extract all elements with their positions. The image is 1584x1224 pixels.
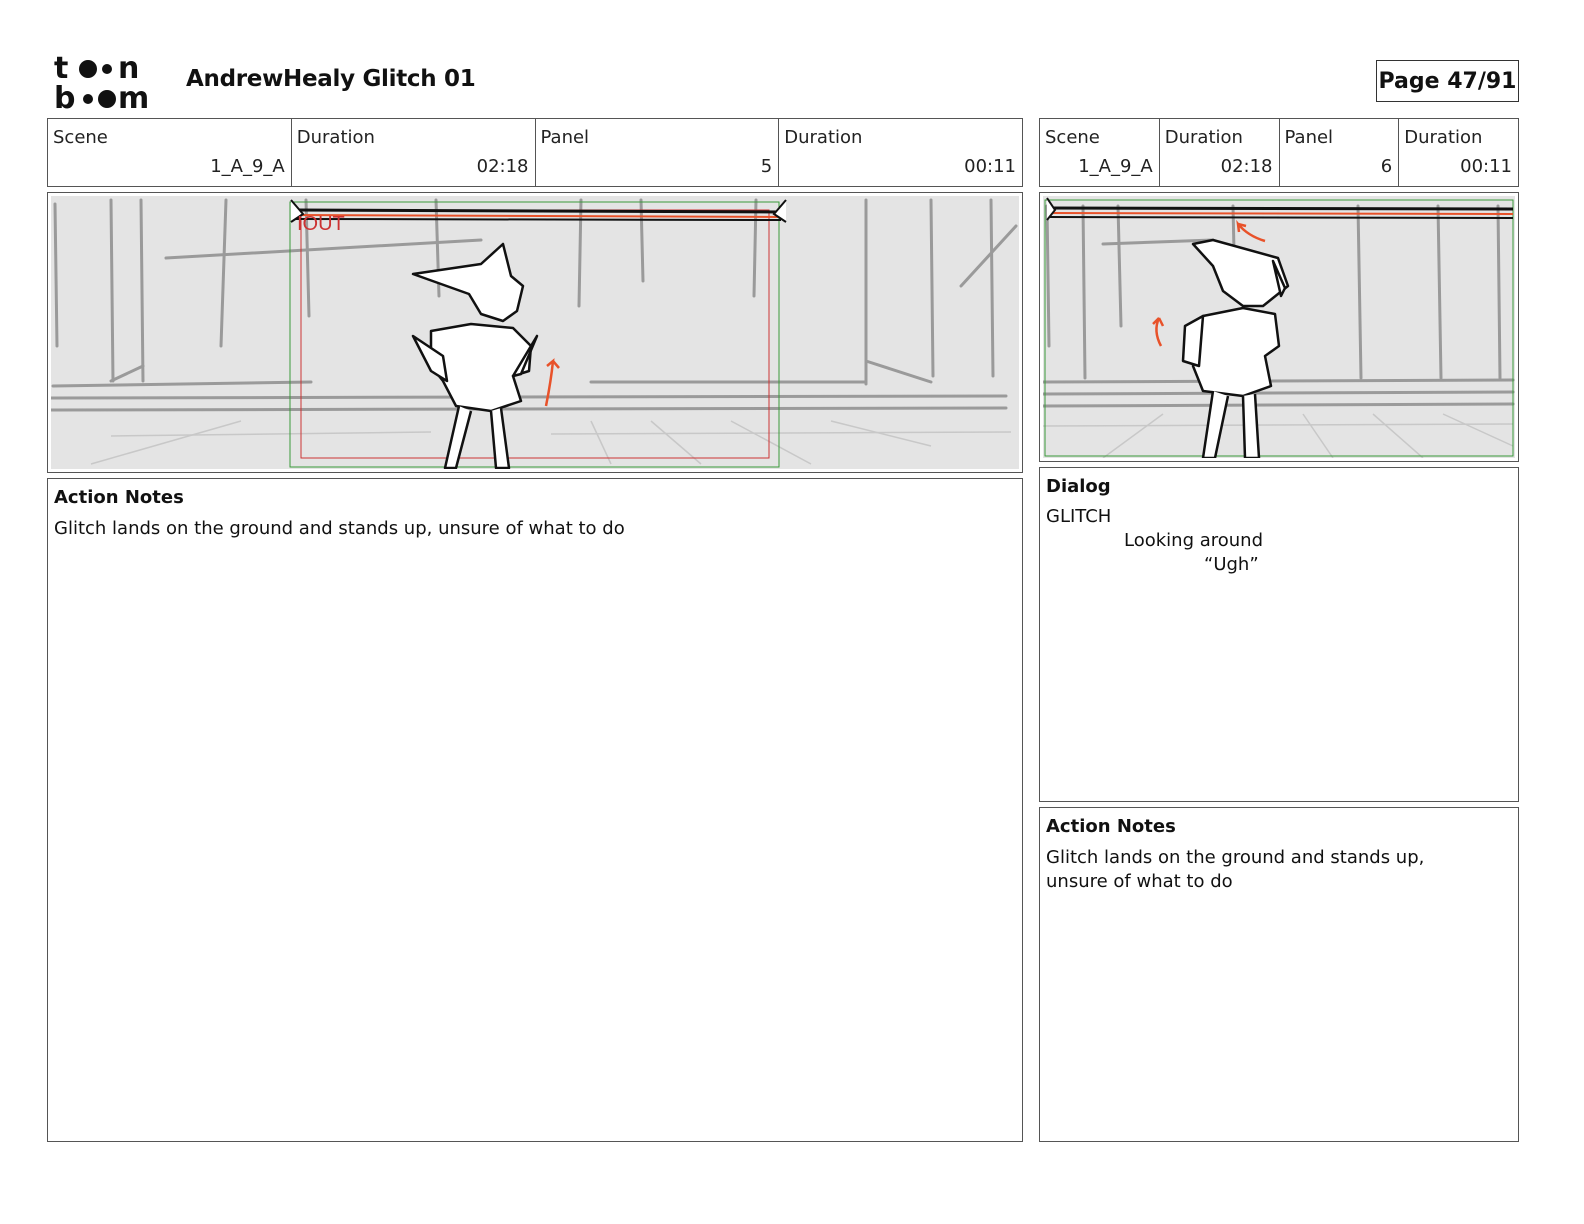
scene-duration-value: 02:18 [1220, 156, 1273, 177]
frame-overlay-label: IOUT [297, 213, 345, 235]
left-panel-info-table [47, 118, 1023, 187]
panel-6-sketch [1043, 196, 1515, 458]
page-number: Page 47/91 [1376, 60, 1519, 102]
panel-label: Panel [1284, 127, 1334, 148]
panel-duration-label: Duration [1404, 127, 1483, 148]
scene-duration-cell [1160, 119, 1280, 186]
dialog-character: GLITCH [1046, 506, 1112, 527]
panel-5-frame [47, 192, 1023, 473]
svg-text:t: t [54, 52, 69, 86]
scene-duration-label: Duration [1164, 127, 1243, 148]
panel-value: 5 [760, 156, 773, 177]
svg-text:m: m [118, 81, 150, 110]
panel-6-dialog [1039, 467, 1519, 802]
scene-duration-label: Duration [296, 127, 375, 148]
action-notes-heading: Action Notes [54, 487, 184, 508]
project-title: AndrewHealy Glitch 01 [186, 66, 476, 92]
action-notes-line-2: unsure of what to do [1046, 871, 1233, 892]
scene-value: 1_A_9_A [210, 156, 285, 177]
dialog-heading: Dialog [1046, 476, 1111, 497]
svg-text:n: n [118, 52, 140, 86]
scene-cell [48, 119, 292, 186]
panel-duration-label: Duration [784, 127, 863, 148]
dialog-parenthetical: Looking around [1124, 530, 1264, 551]
scene-label: Scene [53, 127, 108, 148]
scene-label: Scene [1045, 127, 1100, 148]
action-notes-heading: Action Notes [1046, 816, 1176, 837]
right-panel-info-table [1039, 118, 1519, 187]
panel-duration-value: 00:11 [964, 156, 1016, 177]
scene-value: 1_A_9_A [1078, 156, 1153, 177]
panel-duration-cell [1399, 119, 1518, 186]
panel-6-action-notes [1039, 807, 1519, 1142]
dialog-line: “Ugh” [1204, 554, 1259, 575]
panel-6-frame [1039, 192, 1519, 462]
panel-duration-value: 00:11 [1460, 156, 1512, 177]
scene-duration-value: 02:18 [476, 156, 529, 177]
panel-5-action-notes [47, 478, 1023, 1142]
panel-label: Panel [540, 127, 590, 148]
scene-cell [1040, 119, 1160, 186]
action-notes-text: Glitch lands on the ground and stands up, unsure of what to do [54, 518, 625, 539]
toon-boom-logo [52, 52, 162, 110]
panel-cell [1280, 119, 1400, 186]
svg-text:b: b [54, 81, 76, 110]
action-notes-line-1: Glitch lands on the ground and stands up, [1046, 847, 1425, 868]
panel-duration-cell [779, 119, 1022, 186]
action-notes-text [1046, 846, 1424, 894]
panel-5-sketch [51, 196, 1019, 469]
panel-cell [536, 119, 780, 186]
scene-duration-cell [292, 119, 536, 186]
panel-value: 6 [1380, 156, 1393, 177]
